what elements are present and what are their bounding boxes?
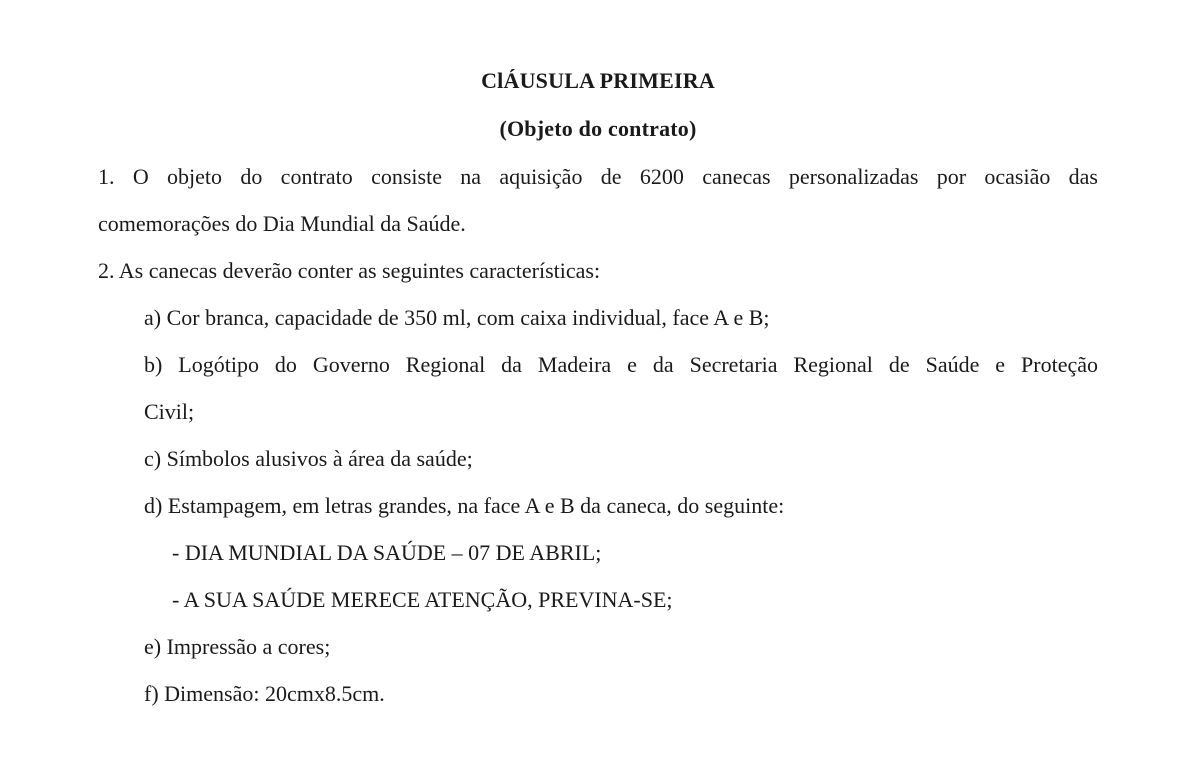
list-item-d-sub-2: - A SUA SAÚDE MERECE ATENÇÃO, PREVINA-SE; xyxy=(172,587,673,612)
list-item-e: e) Impressão a cores; xyxy=(144,634,331,659)
clause-subtitle: (Objeto do contrato) xyxy=(499,116,697,141)
list-item-b-line-1: b) Logótipo do Governo Regional da Madeira e da Secretaria Regional de Saúde e Proteção xyxy=(144,352,1098,377)
paragraph-2: 2. As canecas deverão conter as seguintes características: xyxy=(98,258,601,283)
list-item-d-sub-1: - DIA MUNDIAL DA SAÚDE – 07 DE ABRIL; xyxy=(172,540,602,565)
list-item-b-line-2: Civil; xyxy=(144,399,195,424)
paragraph-1-line-2: comemorações do Dia Mundial da Saúde. xyxy=(98,211,466,236)
list-item-c: c) Símbolos alusivos à área da saúde; xyxy=(144,446,473,471)
clause-title: ClÁUSULA PRIMEIRA xyxy=(481,68,715,93)
list-item-d: d) Estampagem, em letras grandes, na face A e B da caneca, do seguinte: xyxy=(144,493,785,518)
list-item-a: a) Cor branca, capacidade de 350 ml, com caixa individual, face A e B; xyxy=(144,305,770,330)
list-item-f: f) Dimensão: 20cmx8.5cm. xyxy=(144,681,385,706)
paragraph-1-line-1: 1. O objeto do contrato consiste na aquisição de 6200 canecas personalizadas por ocasião das xyxy=(98,164,1098,189)
